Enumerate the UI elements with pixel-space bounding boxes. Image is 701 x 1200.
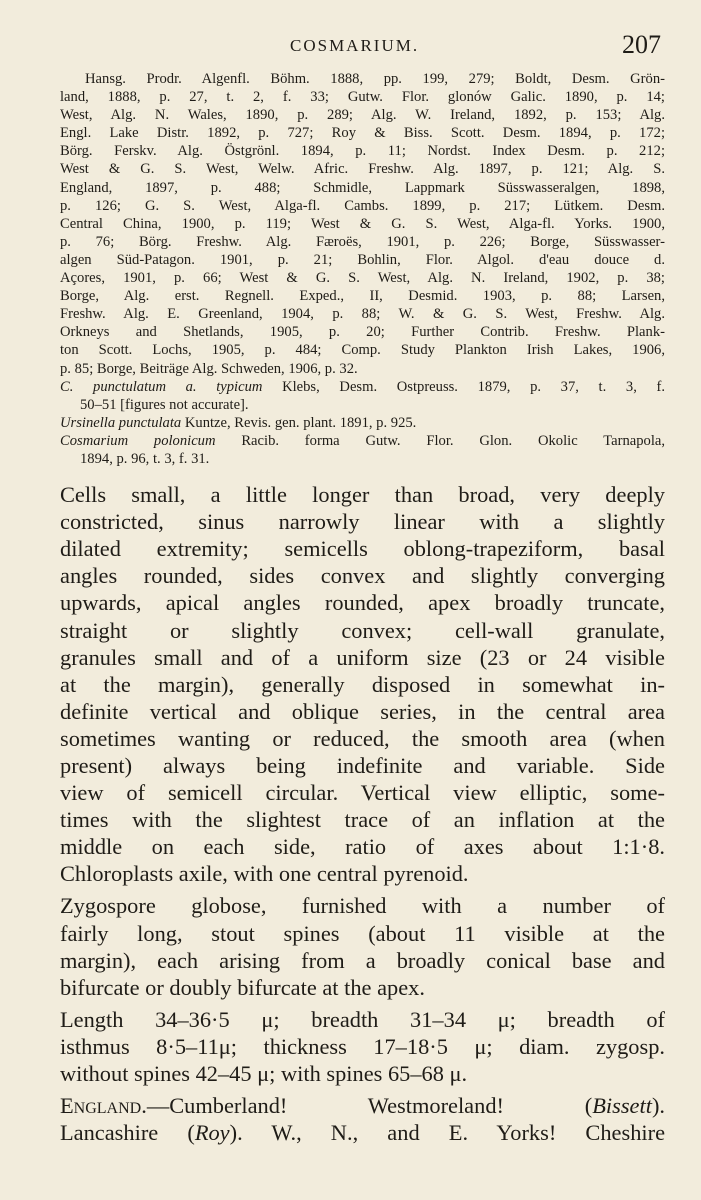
- description-line: bifurcate or doubly bifurcate at the apex.: [60, 974, 425, 1000]
- synonymy-entry-punctulatum: [60, 378, 665, 414]
- synonymy-text: Klebs, Desm. Ostpreuss. 1879, p. 37, t. 3, f.: [262, 378, 665, 395]
- description-line: granules small and of a uniform size (23 or 24 visible: [60, 644, 665, 670]
- distribution-text: Lancashire (: [60, 1120, 195, 1146]
- synonymy-line: algen Süd-Patagon. 1901, p. 21; Bohlin, Flor. Algol. d'eau douce d.: [60, 251, 665, 268]
- synonymy-line: Açores, 1901, p. 66; West & G. S. West, Alg. N. Ireland, 1902, p. 38;: [60, 270, 665, 287]
- description-line: times with the slightest trace of an inflation at the: [60, 807, 665, 833]
- synonymy-line: West & G. S. West, Welw. Afric. Freshw. Alg. 1897, p. 121; Alg. S.: [60, 161, 665, 178]
- running-head: [60, 0, 665, 70]
- distribution-text: ).: [651, 1093, 665, 1119]
- synonymy-entry-polonicum: [60, 432, 665, 468]
- distribution-paragraph: [60, 1092, 665, 1146]
- synonymy-entry-references: [60, 70, 665, 378]
- synonymy-line: ton Scott. Lochs, 1905, p. 484; Comp. Study Plankton Irish Lakes, 1906,: [60, 342, 665, 359]
- distribution-text: ). W., N., and E. Yorks! Cheshire: [229, 1120, 666, 1146]
- page-number: 207: [622, 30, 661, 59]
- synonymy-line: Borge, Alg. erst. Regnell. Exped., II, Desmid. 1903, p. 88; Larsen,: [60, 288, 665, 305]
- synonymy-line: Börg. Ferskv. Alg. Östgrönl. 1894, p. 11; Nordst. Index Desm. p. 212;: [60, 143, 665, 160]
- synonymy-line: 1894, p. 96, t. 3, f. 31.: [80, 450, 210, 467]
- synonymy-entry-ursinella: [60, 414, 665, 432]
- synonymy-line: p. 85; Borge, Beiträge Alg. Schweden, 1906, p. 32.: [60, 360, 358, 377]
- taxon-name: Cosmarium polonicum: [60, 432, 216, 449]
- synonymy-block: [60, 70, 665, 468]
- description-line: constricted, sinus narrowly linear with a slightly: [60, 509, 665, 535]
- description-line: isthmus 8·5–11μ; thickness 17–18·5 μ; diam. zygosp.: [60, 1033, 665, 1059]
- synonymy-line: [60, 378, 665, 396]
- synonymy-line: [60, 414, 665, 432]
- description-line: upwards, apical angles rounded, apex broadly truncate,: [60, 590, 665, 616]
- synonymy-line: p. 76; Börg. Freshw. Alg. Færoës, 1901, p. 226; Borge, Süsswasser-: [60, 233, 665, 250]
- running-title: COSMARIUM.: [290, 36, 420, 55]
- distribution-line: [60, 1119, 665, 1146]
- synonymy-line: Hansg. Prodr. Algenfl. Böhm. 1888, pp. 199, 279; Boldt, Desm. Grön-: [85, 71, 665, 87]
- description-line: view of semicell circular. Vertical view elliptic, some-: [60, 780, 665, 806]
- synonymy-text: Kuntze, Revis. gen. plant. 1891, p. 925.: [181, 414, 417, 431]
- synonymy-line: 50–51 [figures not accurate].: [80, 396, 249, 413]
- description-line: Cells small, a little longer than broad, very deeply: [60, 482, 665, 508]
- description-line: middle on each side, ratio of axes about 1:1·8.: [60, 834, 665, 860]
- region-name: England: [60, 1093, 142, 1119]
- description-line: fairly long, stout spines (about 11 visible at the: [60, 920, 665, 946]
- synonymy-line: land, 1888, p. 27, t. 2, f. 33; Gutw. Flor. glonów Galic. 1890, p. 14;: [60, 89, 665, 106]
- synonymy-line: p. 126; G. S. West, Alga-fl. Cambs. 1899, p. 217; Lütkem. Desm.: [60, 197, 665, 214]
- distribution-line: [60, 1092, 665, 1119]
- species-description: [60, 481, 665, 1146]
- synonymy-line: Orkneys and Shetlands, 1905, p. 20; Further Contrib. Freshw. Plank-: [60, 324, 665, 341]
- description-line: at the margin), generally disposed in somewhat in-: [60, 671, 665, 697]
- description-line: definite vertical and oblique series, in the central area: [60, 698, 665, 724]
- synonymy-line: Freshw. Alg. E. Greenland, 1904, p. 88; W. & G. S. West, Freshw. Alg.: [60, 306, 665, 323]
- synonymy-line: Engl. Lake Distr. 1892, p. 727; Roy & Biss. Scott. Desm. 1894, p. 172;: [60, 125, 665, 142]
- synonymy-line: Central China, 1900, p. 119; West & G. S. West, Alga-fl. Yorks. 1900,: [60, 215, 665, 232]
- collector-name: Bissett: [592, 1093, 652, 1119]
- description-line: Zygospore globose, furnished with a number of: [60, 893, 665, 919]
- zygospore-paragraph: [60, 892, 665, 1000]
- distribution-text: .—Cumberland! Westmoreland! (: [141, 1093, 593, 1119]
- synonymy-line: England, 1897, p. 488; Schmidle, Lappmark Süsswasseralgen, 1898,: [60, 179, 665, 196]
- description-line: margin), each arising from a broadly conical base and: [60, 947, 665, 973]
- description-line: Length 34–36·5 μ; breadth 31–34 μ; breadth of: [60, 1006, 665, 1032]
- description-line: angles rounded, sides convex and slightly converging: [60, 563, 665, 589]
- description-line: dilated extremity; semicells oblong-trapeziform, basal: [60, 536, 665, 562]
- description-line: without spines 42–45 μ; with spines 65–68 μ.: [60, 1061, 468, 1087]
- taxon-name: C. punctulatum a. typicum: [60, 378, 263, 395]
- collector-name: Roy: [194, 1120, 230, 1146]
- taxon-name: Ursinella punctulata: [60, 414, 182, 431]
- description-line: sometimes wanting or reduced, the smooth area (when: [60, 725, 665, 751]
- measurements-paragraph: [60, 1006, 665, 1087]
- synonymy-line: West, Alg. N. Wales, 1890, p. 289; Alg. W. Ireland, 1892, p. 153; Alg.: [60, 107, 665, 124]
- synonymy-line: [60, 432, 665, 450]
- description-line: Chloroplasts axile, with one central pyrenoid.: [60, 861, 469, 887]
- cells-paragraph: [60, 481, 665, 887]
- synonymy-text: Racib. forma Gutw. Flor. Glon. Okolic Tarnapola,: [215, 432, 666, 449]
- description-line: present) always being indefinite and variable. Side: [60, 753, 665, 778]
- description-line: straight or slightly convex; cell-wall granulate,: [60, 617, 665, 643]
